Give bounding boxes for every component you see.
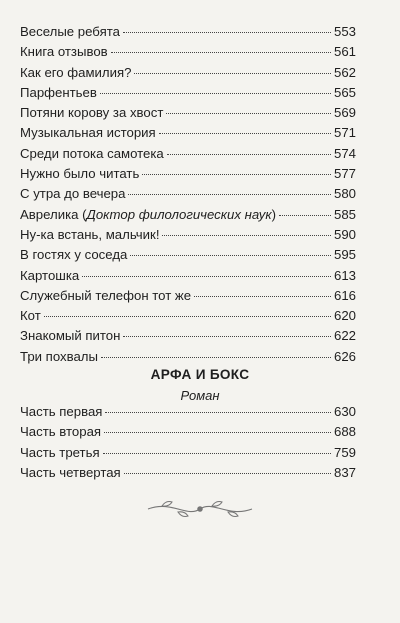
vine-ornament-icon bbox=[142, 498, 258, 520]
dot-leader bbox=[279, 215, 331, 216]
dot-leader bbox=[167, 154, 331, 155]
toc-entry bbox=[20, 83, 356, 103]
toc-entry bbox=[20, 286, 356, 306]
dot-leader bbox=[124, 473, 331, 474]
table-of-contents-novel bbox=[20, 402, 356, 483]
dot-leader bbox=[162, 235, 331, 236]
toc-entry-page: 837 bbox=[333, 464, 356, 480]
toc-entry-page: 613 bbox=[333, 267, 356, 283]
toc-entry-page: 595 bbox=[333, 247, 356, 263]
toc-entry bbox=[20, 306, 356, 326]
toc-entry bbox=[20, 266, 356, 286]
dot-leader bbox=[104, 432, 331, 433]
toc-entry-title: Часть первая bbox=[20, 404, 103, 419]
toc-entry-page: 562 bbox=[333, 64, 356, 80]
dot-leader bbox=[166, 113, 331, 114]
dot-leader bbox=[111, 52, 331, 53]
toc-entry-title: Часть четвертая bbox=[20, 464, 121, 480]
toc-entry-page: 590 bbox=[333, 226, 356, 242]
table-of-contents bbox=[20, 22, 356, 367]
toc-entry-title: Ну-ка встань, мальчик! bbox=[20, 226, 160, 242]
toc-entry-title: Потяни корову за хвост bbox=[20, 105, 164, 121]
toc-entry-title: Парфентьев bbox=[20, 84, 97, 100]
toc-entry-title: Как его фамилия? bbox=[20, 64, 132, 80]
dot-leader bbox=[130, 255, 331, 256]
dot-leader bbox=[123, 32, 331, 33]
toc-entry-page: 577 bbox=[333, 166, 356, 182]
toc-entry-title: Аврелика (Доктор филологических наук) bbox=[20, 206, 276, 222]
dot-leader bbox=[159, 133, 331, 134]
toc-entry bbox=[20, 184, 356, 204]
toc-entry bbox=[20, 225, 356, 245]
toc-entry-title: В гостях у соседа bbox=[20, 247, 128, 263]
toc-entry-page: 759 bbox=[333, 444, 356, 460]
toc-entry-page: 580 bbox=[333, 186, 356, 202]
toc-entry-title: Картошка bbox=[20, 267, 80, 283]
toc-entry bbox=[20, 22, 356, 42]
toc-entry bbox=[20, 443, 356, 463]
toc-entry-page: 561 bbox=[333, 44, 356, 60]
toc-entry-title: Знакомый питон bbox=[20, 328, 121, 344]
dot-leader bbox=[105, 412, 331, 413]
toc-entry-page: 630 bbox=[333, 404, 356, 419]
dot-leader bbox=[82, 276, 331, 277]
toc-entry-title: Нужно было читать bbox=[20, 166, 140, 182]
toc-entry bbox=[20, 103, 356, 123]
toc-entry bbox=[20, 326, 356, 346]
dot-leader bbox=[194, 296, 331, 297]
toc-entry-page: 622 bbox=[333, 328, 356, 344]
toc-entry-title: Служебный телефон тот же bbox=[20, 287, 192, 303]
dot-leader bbox=[44, 316, 331, 317]
toc-entry-page: 688 bbox=[333, 424, 356, 440]
toc-entry bbox=[20, 422, 356, 442]
toc-entry-page: 574 bbox=[333, 145, 356, 161]
section-subtitle: Роман bbox=[180, 388, 220, 403]
toc-entry-title: Музыкальная история bbox=[20, 125, 156, 141]
toc-entry bbox=[20, 245, 356, 265]
toc-entry bbox=[20, 463, 356, 483]
toc-entry bbox=[20, 144, 356, 164]
toc-entry-title: Книга отзывов bbox=[20, 44, 108, 60]
toc-entry-title: Среди потока самотека bbox=[20, 145, 164, 161]
toc-entry bbox=[20, 205, 356, 225]
section-title: АРФА И БОКС bbox=[150, 367, 250, 382]
toc-entry-page: 553 bbox=[333, 24, 356, 39]
toc-entry bbox=[20, 164, 356, 184]
dot-leader bbox=[103, 453, 331, 454]
dot-leader bbox=[128, 194, 331, 195]
toc-entry-title: Веселые ребята bbox=[20, 24, 120, 39]
section-heading bbox=[0, 367, 400, 403]
toc-entry-page: 569 bbox=[333, 105, 356, 121]
toc-entry-page: 626 bbox=[333, 348, 356, 364]
dot-leader bbox=[134, 73, 331, 74]
toc-entry-page: 620 bbox=[333, 308, 356, 324]
toc-entry bbox=[20, 347, 356, 367]
toc-entry-title: Часть вторая bbox=[20, 424, 102, 440]
toc-entry bbox=[20, 402, 356, 422]
dot-leader bbox=[100, 93, 331, 94]
toc-entry-title: Часть третья bbox=[20, 444, 100, 460]
toc-entry-page: 616 bbox=[333, 287, 356, 303]
dot-leader bbox=[101, 357, 331, 358]
toc-entry bbox=[20, 42, 356, 62]
dot-leader bbox=[123, 336, 331, 337]
toc-entry-title: Кот bbox=[20, 308, 41, 324]
toc-entry-page: 565 bbox=[333, 84, 356, 100]
toc-entry-title: С утра до вечера bbox=[20, 186, 126, 202]
toc-entry-page: 585 bbox=[333, 206, 356, 222]
dot-leader bbox=[142, 174, 331, 175]
toc-entry-page: 571 bbox=[333, 125, 356, 141]
toc-entry bbox=[20, 123, 356, 143]
toc-entry-title: Три похвалы bbox=[20, 348, 98, 364]
toc-entry bbox=[20, 63, 356, 83]
